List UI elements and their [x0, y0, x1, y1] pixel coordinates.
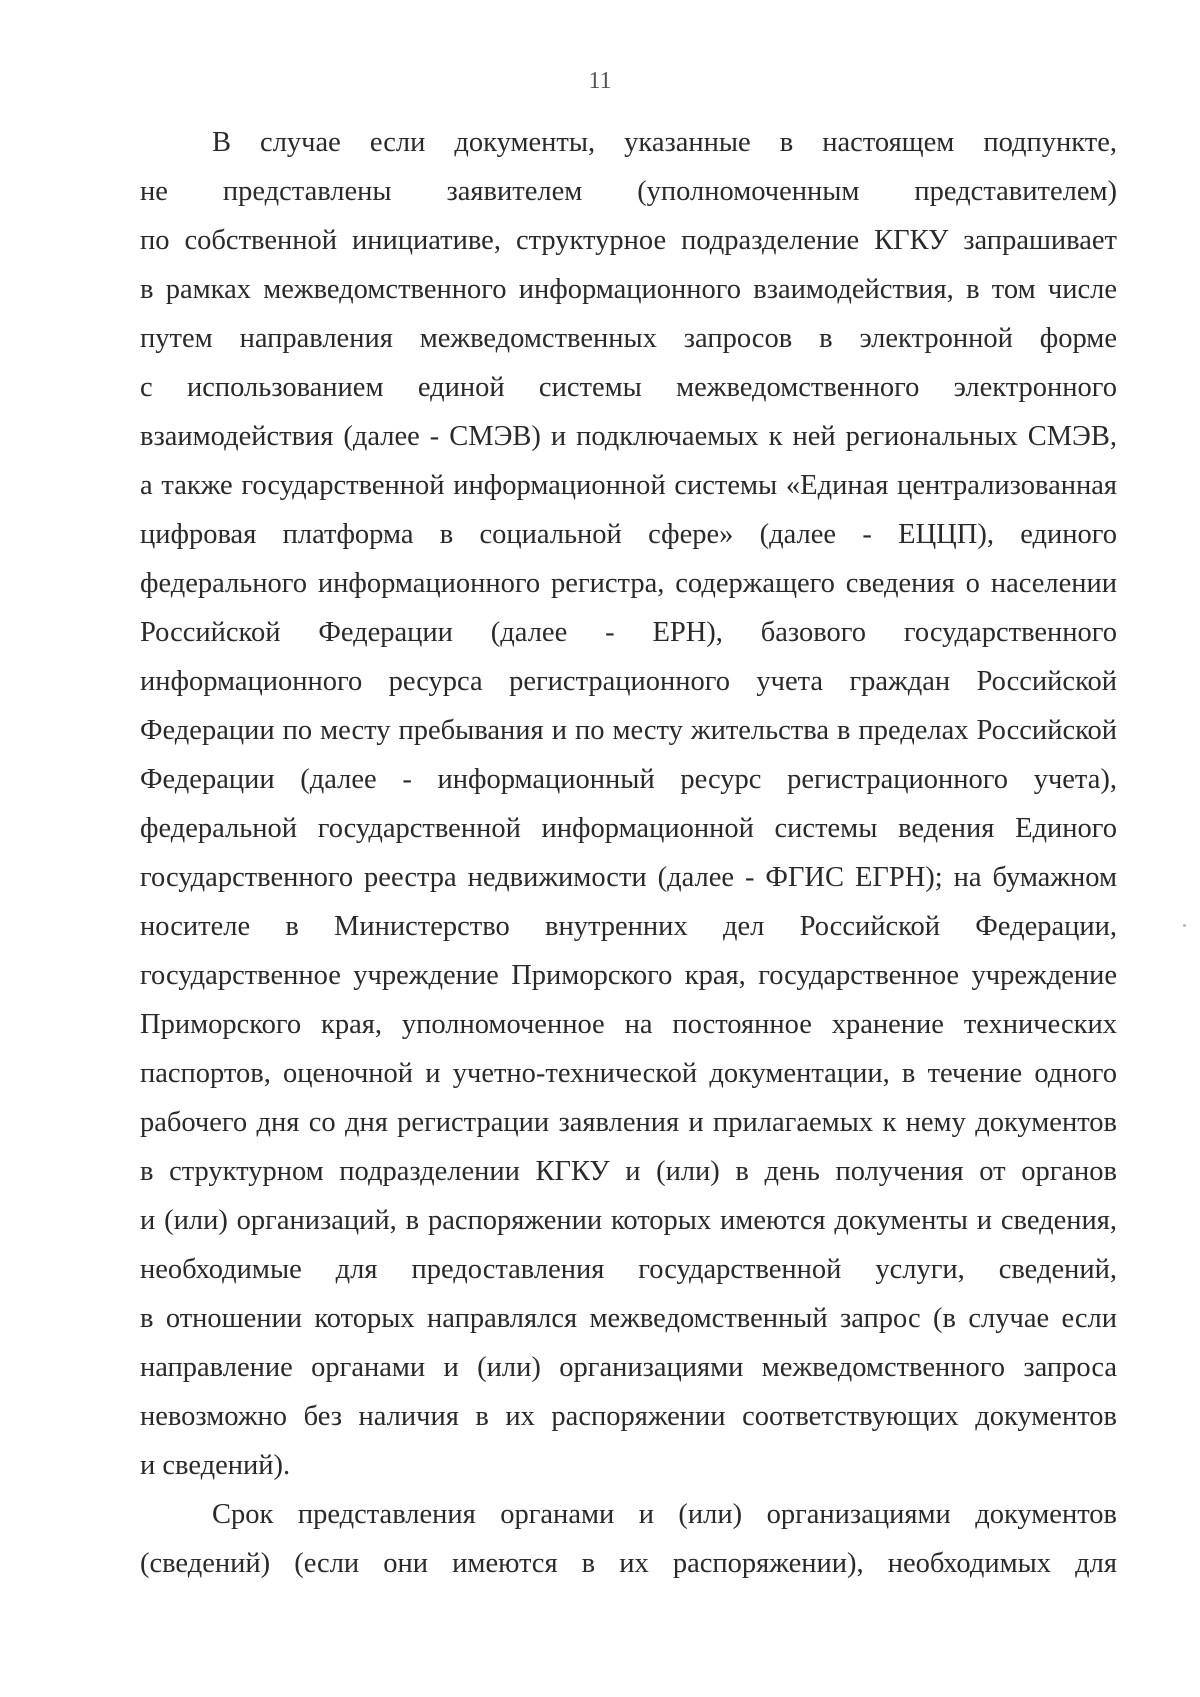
text-line: по собственной инициативе, структурное подразделение КГКУ запрашивает — [140, 225, 1117, 256]
text-line: в отношении которых направлялся межведомственный запрос (в случае если — [140, 1303, 1117, 1334]
paragraph-submission-deadline — [140, 1490, 1117, 1588]
scan-speck — [1183, 924, 1186, 927]
page-number: 11 — [588, 68, 612, 94]
text-line: В случае если документы, указанные в настоящем подпункте, — [212, 127, 1117, 158]
document-body — [140, 118, 1117, 1588]
text-line: рабочего дня со дня регистрации заявления и прилагаемых к нему документов — [140, 1107, 1117, 1138]
text-line: путем направления межведомственных запросов в электронной форме — [140, 323, 1117, 354]
text-line: и сведений). — [140, 1450, 291, 1481]
text-line: носителе в Министерство внутренних дел Российской Федерации, — [140, 911, 1117, 942]
text-line: и (или) организаций, в распоряжении которых имеются документы и сведения, — [140, 1205, 1117, 1236]
text-line: не представлены заявителем (уполномоченным представителем) — [140, 176, 1117, 207]
text-line: в структурном подразделении КГКУ и (или) в день получения от органов — [140, 1156, 1117, 1187]
text-line: направление органами и (или) организациями межведомственного запроса — [140, 1352, 1117, 1383]
paragraph-interagency-requests — [140, 118, 1117, 1490]
text-line: Российской Федерации (далее - ЕРН), базового государственного — [140, 617, 1117, 648]
text-line: Федерации (далее - информационный ресурс регистрационного учета), — [140, 764, 1117, 795]
text-line: федерального информационного регистра, содержащего сведения о населении — [140, 568, 1117, 599]
text-line: государственного реестра недвижимости (далее - ФГИС ЕГРН); на бумажном — [140, 862, 1117, 893]
text-line: Срок представления органами и (или) организациями документов — [212, 1499, 1117, 1530]
text-line: паспортов, оценочной и учетно-технической документации, в течение одного — [140, 1058, 1117, 1089]
text-line: а также государственной информационной системы «Единая централизованная — [140, 470, 1117, 501]
text-line: Федерации по месту пребывания и по месту жительства в пределах Российской — [140, 715, 1117, 746]
text-line: цифровая платформа в социальной сфере» (далее - ЕЦЦП), единого — [140, 519, 1117, 550]
text-line: необходимые для предоставления государственной услуги, сведений, — [140, 1254, 1117, 1285]
text-line: в рамках межведомственного информационного взаимодействия, в том числе — [140, 274, 1117, 305]
text-line: (сведений) (если они имеются в их распоряжении), необходимых для — [140, 1548, 1117, 1579]
text-line: с использованием единой системы межведомственного электронного — [140, 372, 1117, 403]
text-line: государственное учреждение Приморского края, государственное учреждение — [140, 960, 1117, 991]
text-line: информационного ресурса регистрационного учета граждан Российской — [140, 666, 1117, 697]
text-line: невозможно без наличия в их распоряжении соответствующих документов — [140, 1401, 1117, 1432]
text-line: взаимодействия (далее - СМЭВ) и подключаемых к ней региональных СМЭВ, — [140, 421, 1117, 452]
text-line: федеральной государственной информационной системы ведения Единого — [140, 813, 1117, 844]
text-line: Приморского края, уполномоченное на постоянное хранение технических — [140, 1009, 1117, 1040]
